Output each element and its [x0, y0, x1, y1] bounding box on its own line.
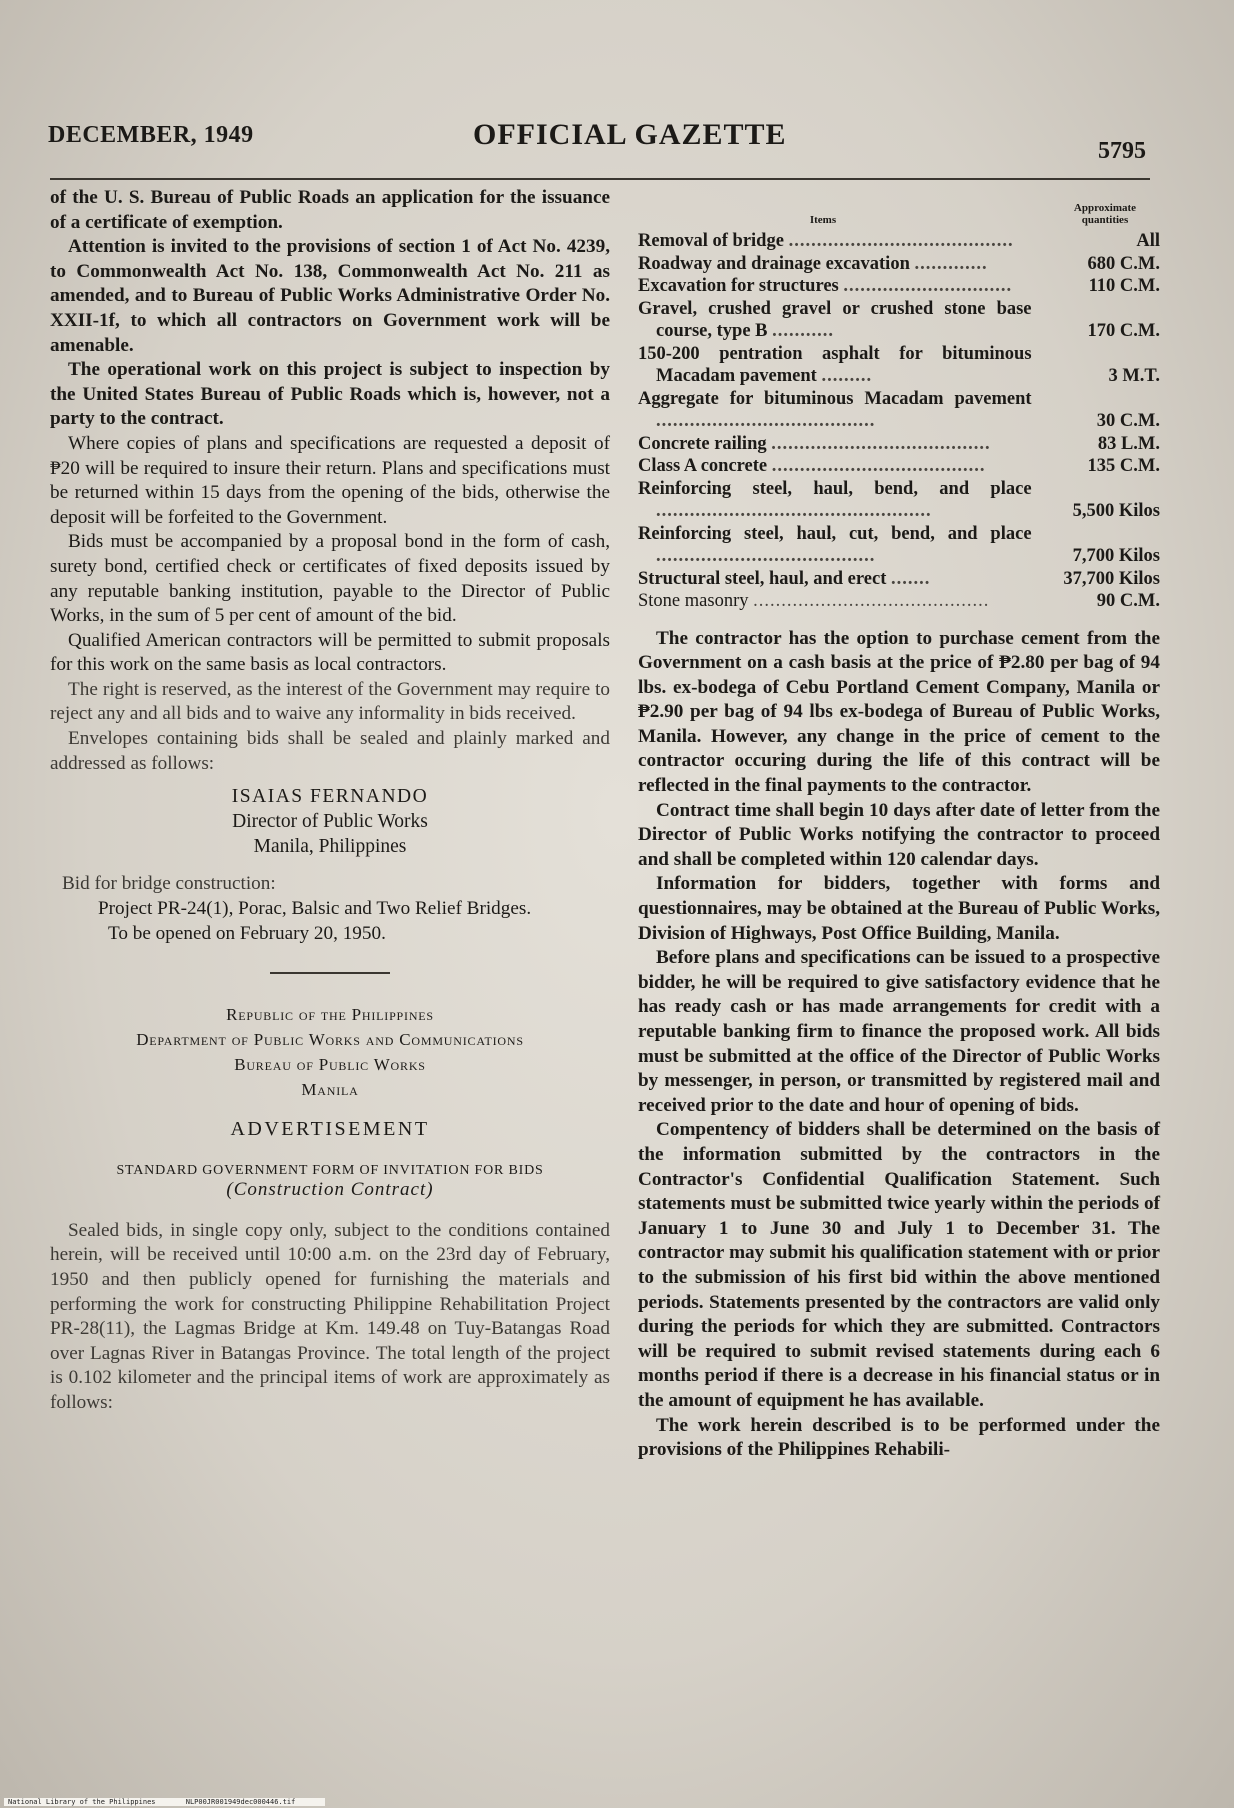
addressee-city: Manila, Philippines	[253, 836, 407, 858]
address-block	[50, 784, 610, 859]
addressee-name: ISAIAS FERNANDO	[231, 786, 429, 808]
quantities-column-header: Approximate quantities	[1073, 202, 1137, 226]
paragraph: Sealed bids, in single copy only, subject to the conditions contained herein, will be received until 10:00 a.m. on the 23rd day of February, 1950 and then publicly opened for furnishing the materials and performing the work for constructing Philippine Rehabilitation Project PR-28(11), the Lagmas Bridge at Km. 149.48 on Tuy-Batangas Road over Lagnas River in Batangas Province. The total length of the project is 0.102 kilometer and the principal items of work are approximately as follows:	[50, 1219, 610, 1413]
item-quantity: 110 C.M.	[1088, 276, 1160, 296]
standard-form-heading: STANDARD GOVERNMENT FORM OF INVITATION FOR BIDS	[116, 1162, 544, 1178]
item-quantity: All	[1136, 231, 1160, 251]
item-quantity: 7,700 Kilos	[1072, 546, 1160, 566]
republic-heading: Republic of the Philippines	[226, 1004, 434, 1024]
item-name: Removal of bridge	[638, 231, 784, 251]
item-quantity: 135 C.M.	[1087, 456, 1160, 476]
section-divider	[270, 972, 390, 974]
table-row: Reinforcing steel, haul, bend, and place ................................................. 5,500 Kilos	[638, 478, 1160, 521]
advertisement-heading: ADVERTISEMENT	[230, 1117, 430, 1140]
library-credit: National Library of the Philippines	[8, 1798, 156, 1806]
paragraph: The work herein described is to be performed under the provisions of the Philippines Rehabili-	[638, 1414, 1160, 1461]
department-heading: Department of Public Works and Communications	[136, 1029, 524, 1049]
paragraph: The operational work on this project is subject to inspection by the United States Bureau of Public Roads which is, however, not a party to the contract.	[50, 359, 610, 430]
items-column-header: Items	[809, 214, 837, 226]
item-quantity: 680 C.M.	[1087, 253, 1160, 274]
paragraph: Contract time shall begin 10 days after date of letter from the Director of Public Works notifying the contractor to proceed and shall be completed within 120 calendar days.	[638, 799, 1160, 870]
item-quantity: 5,500 Kilos	[1072, 501, 1160, 521]
right-column	[638, 202, 1160, 1463]
item-name: Structural steel, haul, and erect	[638, 568, 887, 589]
paragraph: The contractor has the option to purchase cement from the Government on a cash basis at the price of ₱2.80 per bag of 94 lbs. ex-bodega of Cebu Portland Cement Company, Manila or ₱2.90 per bag of 94 lbs ex-bodega of Bureau of Public Works, Manila. However, any change in the price of cement to the contractor occuring during the life of this contract will be reflected in the final payments to the contractor.	[638, 627, 1160, 797]
city-heading: Manila	[301, 1079, 359, 1099]
left-column	[50, 186, 610, 1416]
item-name: Gravel, crushed gravel or crushed stone base course, type B	[638, 298, 1032, 341]
item-quantity: 83 L.M.	[1097, 433, 1160, 454]
item-name: Aggregate for bituminous Macadam pavement	[638, 388, 1032, 409]
table-row: Class A concrete ...................................... 135 C.M.	[638, 456, 1160, 476]
paragraph: Bids must be accompanied by a proposal bond in the form of cash, surety bond, certified check or certificates of fixed deposits issued by any reputable banking institution, payable to the Director of Public Works, in the sum of 5 per cent of amount of the bid.	[50, 531, 610, 627]
item-name: Excavation for structures	[638, 276, 839, 296]
table-row: Excavation for structures .............................. 110 C.M.	[638, 276, 1160, 296]
item-quantity: 37,700 Kilos	[1063, 568, 1160, 589]
item-name: Concrete railing	[638, 433, 767, 454]
contract-type: (Construction Contract)	[226, 1178, 434, 1200]
table-row: Removal of bridge ........................................ All	[638, 231, 1160, 251]
item-quantity: 170 C.M.	[1087, 321, 1160, 341]
paragraph: of the U. S. Bureau of Public Roads an application for the issuance of a certificate of exemption.	[50, 187, 610, 233]
file-name: NLP00JR001949dec000446.tif	[185, 1798, 296, 1806]
page-number: 5795	[1098, 138, 1146, 164]
bid-for-label: Bid for bridge construction:	[62, 873, 276, 895]
item-name: Roadway and drainage excavation	[638, 253, 910, 274]
item-quantity: 90 C.M.	[1096, 591, 1160, 611]
item-name: Reinforcing steel, haul, bend, and place	[638, 478, 1032, 499]
header-rule	[50, 178, 1150, 180]
table-row: Stone masonry .......................................... 90 C.M.	[638, 591, 1160, 611]
paragraph: Information for bidders, together with forms and questionnaires, may be obtained at the Bureau of Public Works, Division of Highways, Post Office Building, Manila.	[638, 873, 1160, 944]
header-date: DECEMBER, 1949	[48, 122, 254, 148]
quantities-table	[638, 202, 1160, 613]
paragraph: The right is reserved, as the interest of the Government may require to reject any and all bids and to waive any informality in bids received.	[50, 678, 610, 725]
paragraph: Where copies of plans and specifications are requested a deposit of ₱20 will be required to insure their return. Plans and specifications must be returned within 15 days from the opening of the bids, otherwise the deposit will be forfeited to the Government.	[50, 432, 610, 528]
project-line: Project PR-24(1), Porac, Balsic and Two Relief Bridges.	[98, 898, 532, 920]
bureau-heading: Bureau of Public Works	[234, 1054, 426, 1074]
table-row: Structural steel, haul, and erect ....... 37,700 Kilos	[638, 568, 1160, 589]
table-header	[638, 202, 1160, 226]
scan-footer	[4, 1798, 325, 1806]
header-title: OFFICIAL GAZETTE	[473, 118, 787, 151]
table-row: Concrete railing ....................................... 83 L.M.	[638, 433, 1160, 454]
item-name: 150-200 pentration asphalt for bituminous Macadam pavement	[638, 343, 1032, 386]
addressee-title: Director of Public Works	[232, 811, 428, 833]
table-row: 150-200 pentration asphalt for bituminous Macadam pavement ......... 3 M.T.	[638, 343, 1160, 386]
item-name: Stone masonry	[638, 591, 749, 611]
page-header	[48, 118, 1146, 164]
table-row: Roadway and drainage excavation ............. 680 C.M.	[638, 253, 1160, 274]
item-quantity: 3 M.T.	[1108, 366, 1160, 386]
paragraph: Envelopes containing bids shall be sealed and plainly marked and addressed as follows:	[50, 728, 610, 774]
table-row: Reinforcing steel, haul, cut, bend, and place ....................................... 7,700 Kilos	[638, 523, 1160, 566]
item-quantity: 30 C.M.	[1096, 411, 1160, 431]
table-row: Gravel, crushed gravel or crushed stone base course, type B ........... 170 C.M.	[638, 298, 1160, 341]
paragraph: Before plans and specifications can be issued to a prospective bidder, he will be required to give satisfactory evidence that he has ready cash or has made arrangements for credit with a reputable banking firm to finance the proposed work. All bids must be submitted at the office of the Director of Public Works by messenger, in person, or transmitted by registered mail and received prior to the date and hour of opening of bids.	[638, 947, 1160, 1116]
item-name: Class A concrete	[638, 456, 768, 476]
paragraph: Attention is invited to the provisions of section 1 of Act No. 4239, to Commonwealth Act No. 138, Commonwealth Act No. 211 as amended, and to Bureau of Public Works Administrative Order No. XXII-1f, to which all contractors on Government work will be amenable.	[50, 236, 610, 356]
paragraph: Compentency of bidders shall be determined on the basis of the information submitted by the contractors in the Contractor's Confidential Qualification Statement. Such statements must be submitted twice yearly within the periods of January 1 to June 30 and July 1 to December 31. The contractor may submit his qualification statement with or prior to the submission of his first bid within the above mentioned periods. Statements presented by the contractors are valid only during the periods for which they are submitted. Contractors will be required to submit revised statements during each 6 months period if there is a decrease in his financial status or in the amount of equipment he has available.	[638, 1119, 1160, 1411]
item-name: Reinforcing steel, haul, cut, bend, and place	[638, 523, 1032, 544]
opening-date: To be opened on February 20, 1950.	[108, 923, 386, 945]
paragraph: Qualified American contractors will be permitted to submit proposals for this work on the same basis as local contractors.	[50, 629, 610, 676]
table-row: Aggregate for bituminous Macadam pavement ....................................... 30 C.M.	[638, 388, 1160, 431]
